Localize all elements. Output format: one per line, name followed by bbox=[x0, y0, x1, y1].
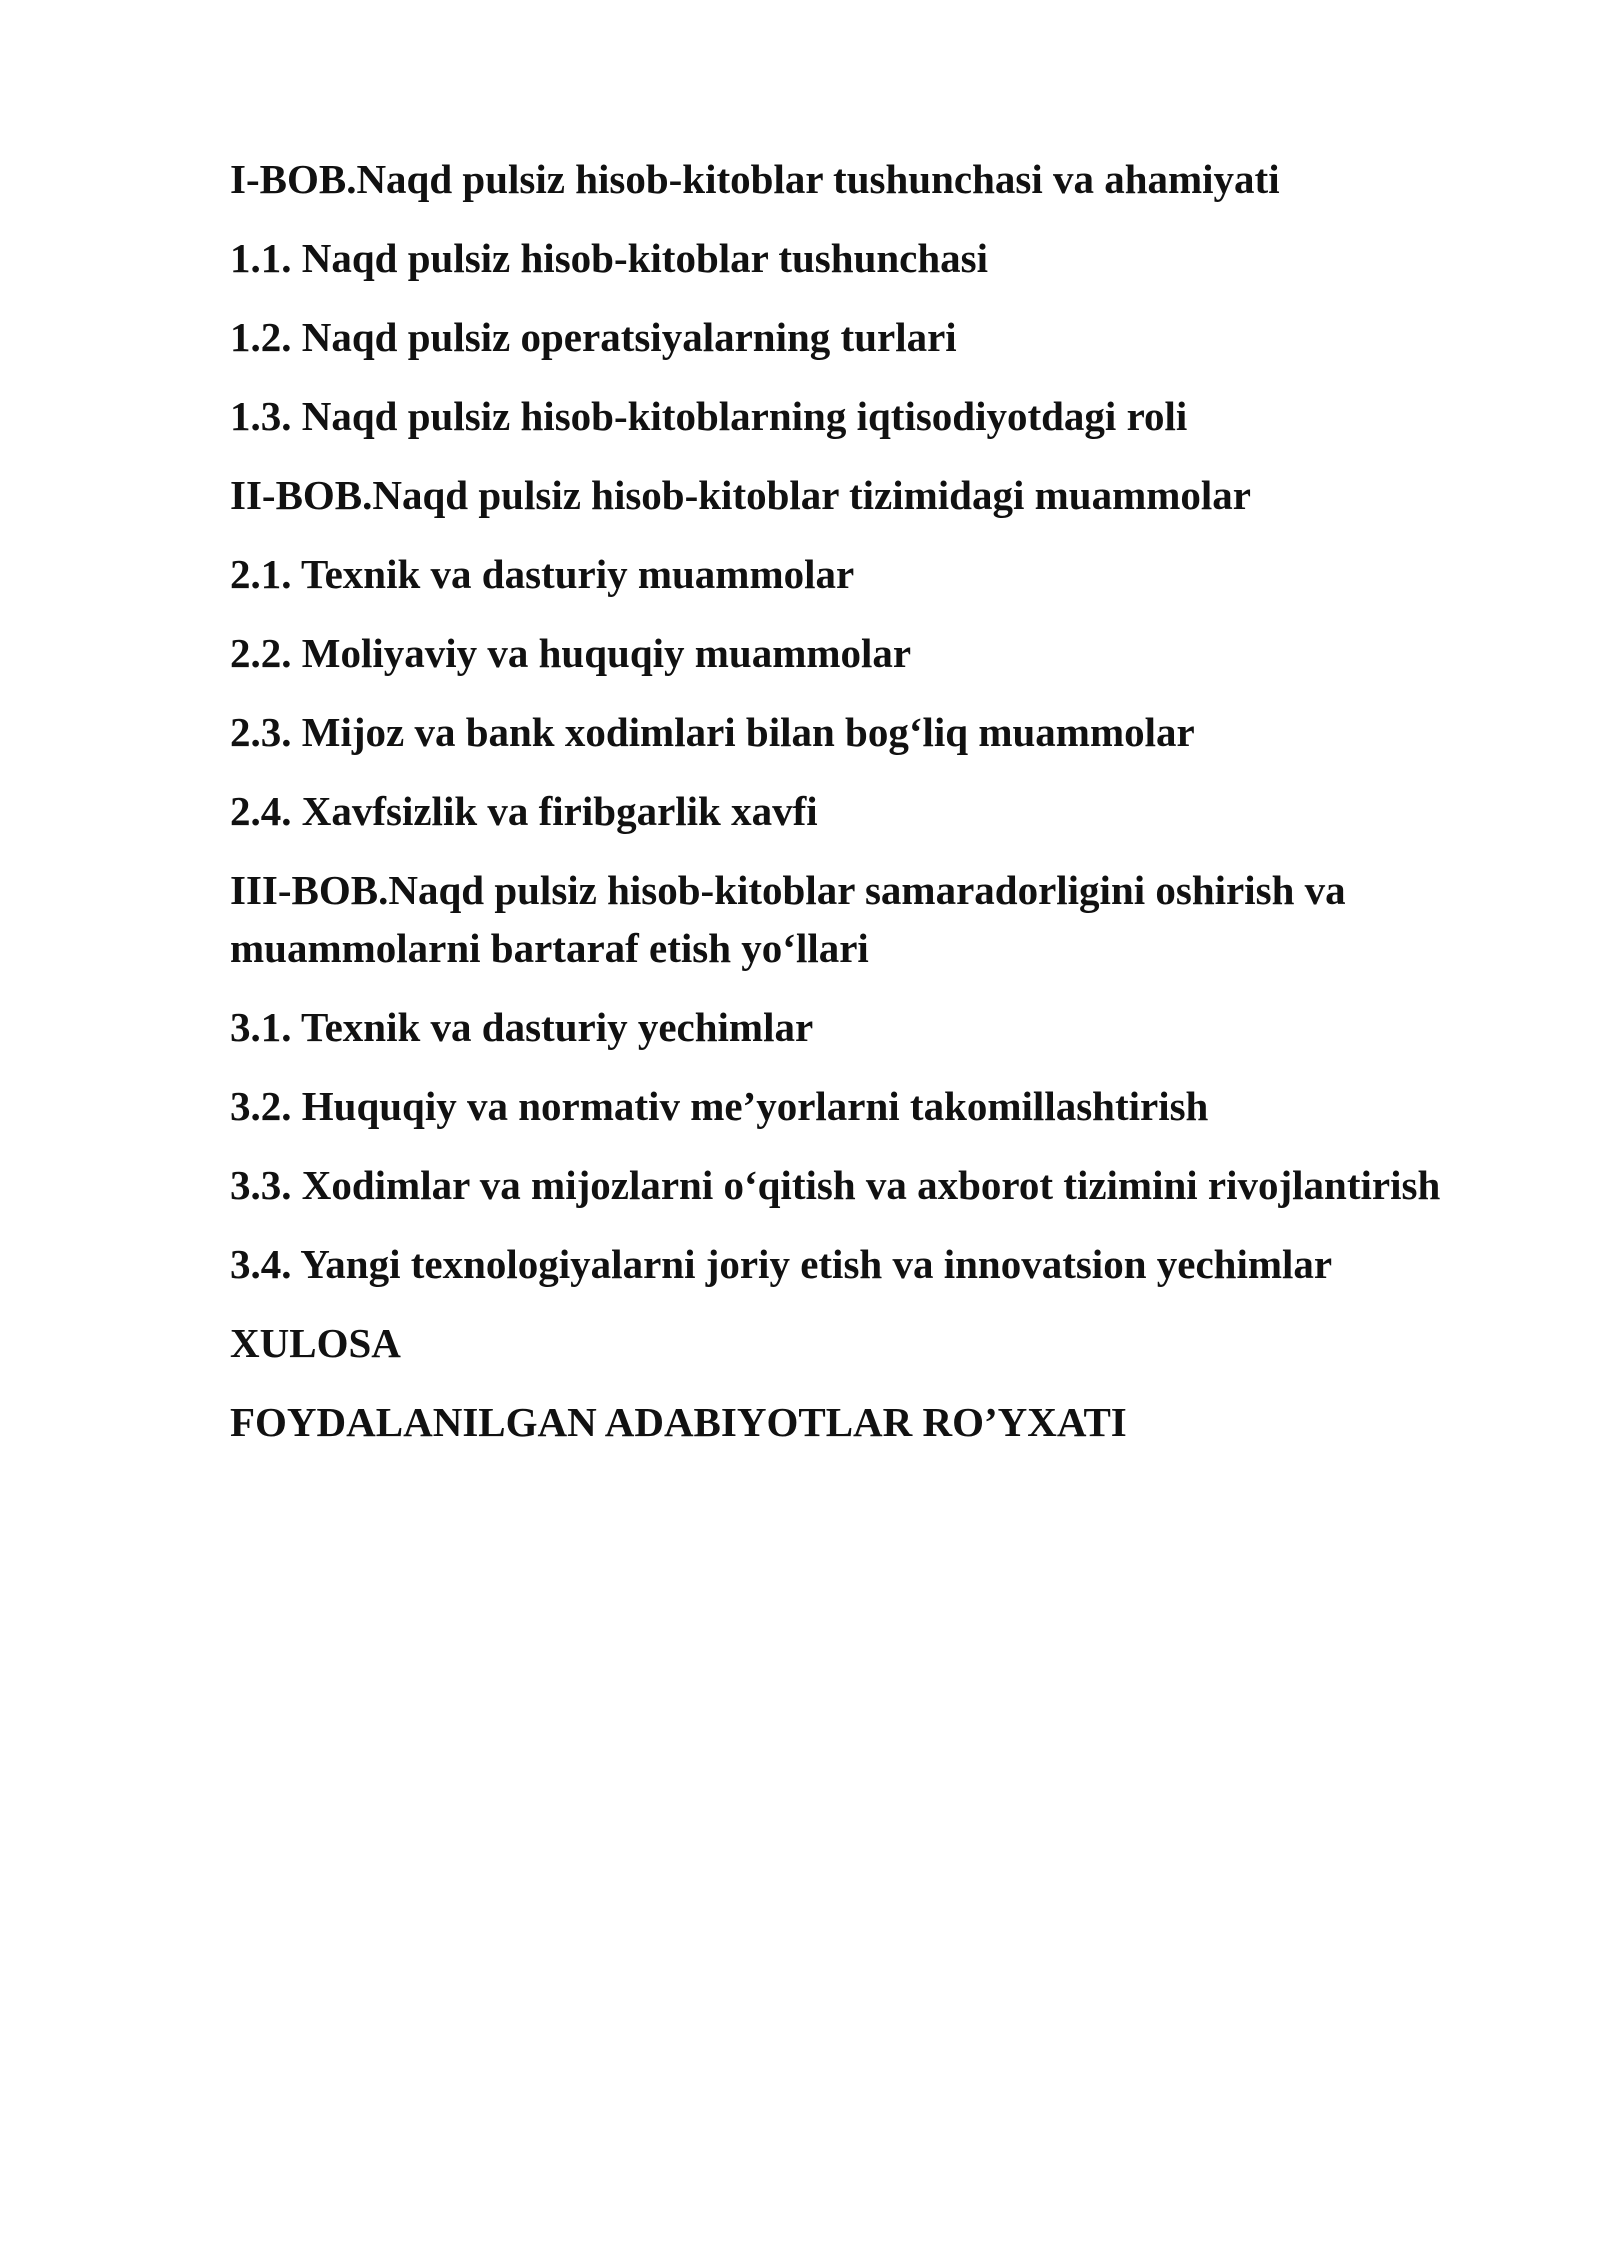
section-3-3: 3.3. Xodimlar va mijozlarni o‘qitish va axborot tizimini rivojlantirish bbox=[230, 1162, 1441, 1208]
section-2-2: 2.2. Moliyaviy va huquqiy muammolar bbox=[230, 630, 912, 676]
section-2-4: 2.4. Xavfsizlik va firibgarlik xavfi bbox=[230, 788, 818, 834]
table-of-contents bbox=[230, 150, 1460, 1472]
section-1-2: 1.2. Naqd pulsiz operatsiyalarning turlari bbox=[230, 314, 957, 360]
section-2-1: 2.1. Texnik va dasturiy muammolar bbox=[230, 551, 855, 597]
references-heading: FOYDALANILGAN ADABIYOTLAR RO’YXATI bbox=[230, 1399, 1127, 1445]
section-3-2: 3.2. Huquqiy va normativ me’yorlarni takomillashtirish bbox=[230, 1083, 1209, 1129]
section-3-1: 3.1. Texnik va dasturiy yechimlar bbox=[230, 1004, 814, 1050]
section-1-3: 1.3. Naqd pulsiz hisob-kitoblarning iqtisodiyotdagi roli bbox=[230, 393, 1188, 439]
chapter-1-heading: I-BOB.Naqd pulsiz hisob-kitoblar tushunchasi va ahamiyati bbox=[230, 156, 1280, 202]
chapter-3-heading: III-BOB.Naqd pulsiz hisob-kitoblar samaradorligini oshirish va muammolarni bartaraf etish yo‘llari bbox=[230, 867, 1346, 971]
section-3-4: 3.4. Yangi texnologiyalarni joriy etish va innovatsion yechimlar bbox=[230, 1241, 1333, 1287]
section-1-1: 1.1. Naqd pulsiz hisob-kitoblar tushunchasi bbox=[230, 235, 989, 281]
chapter-2-heading: II-BOB.Naqd pulsiz hisob-kitoblar tizimidagi muammolar bbox=[230, 472, 1251, 518]
conclusion-heading: XULOSA bbox=[230, 1320, 401, 1366]
section-2-3: 2.3. Mijoz va bank xodimlari bilan bog‘liq muammolar bbox=[230, 709, 1195, 755]
